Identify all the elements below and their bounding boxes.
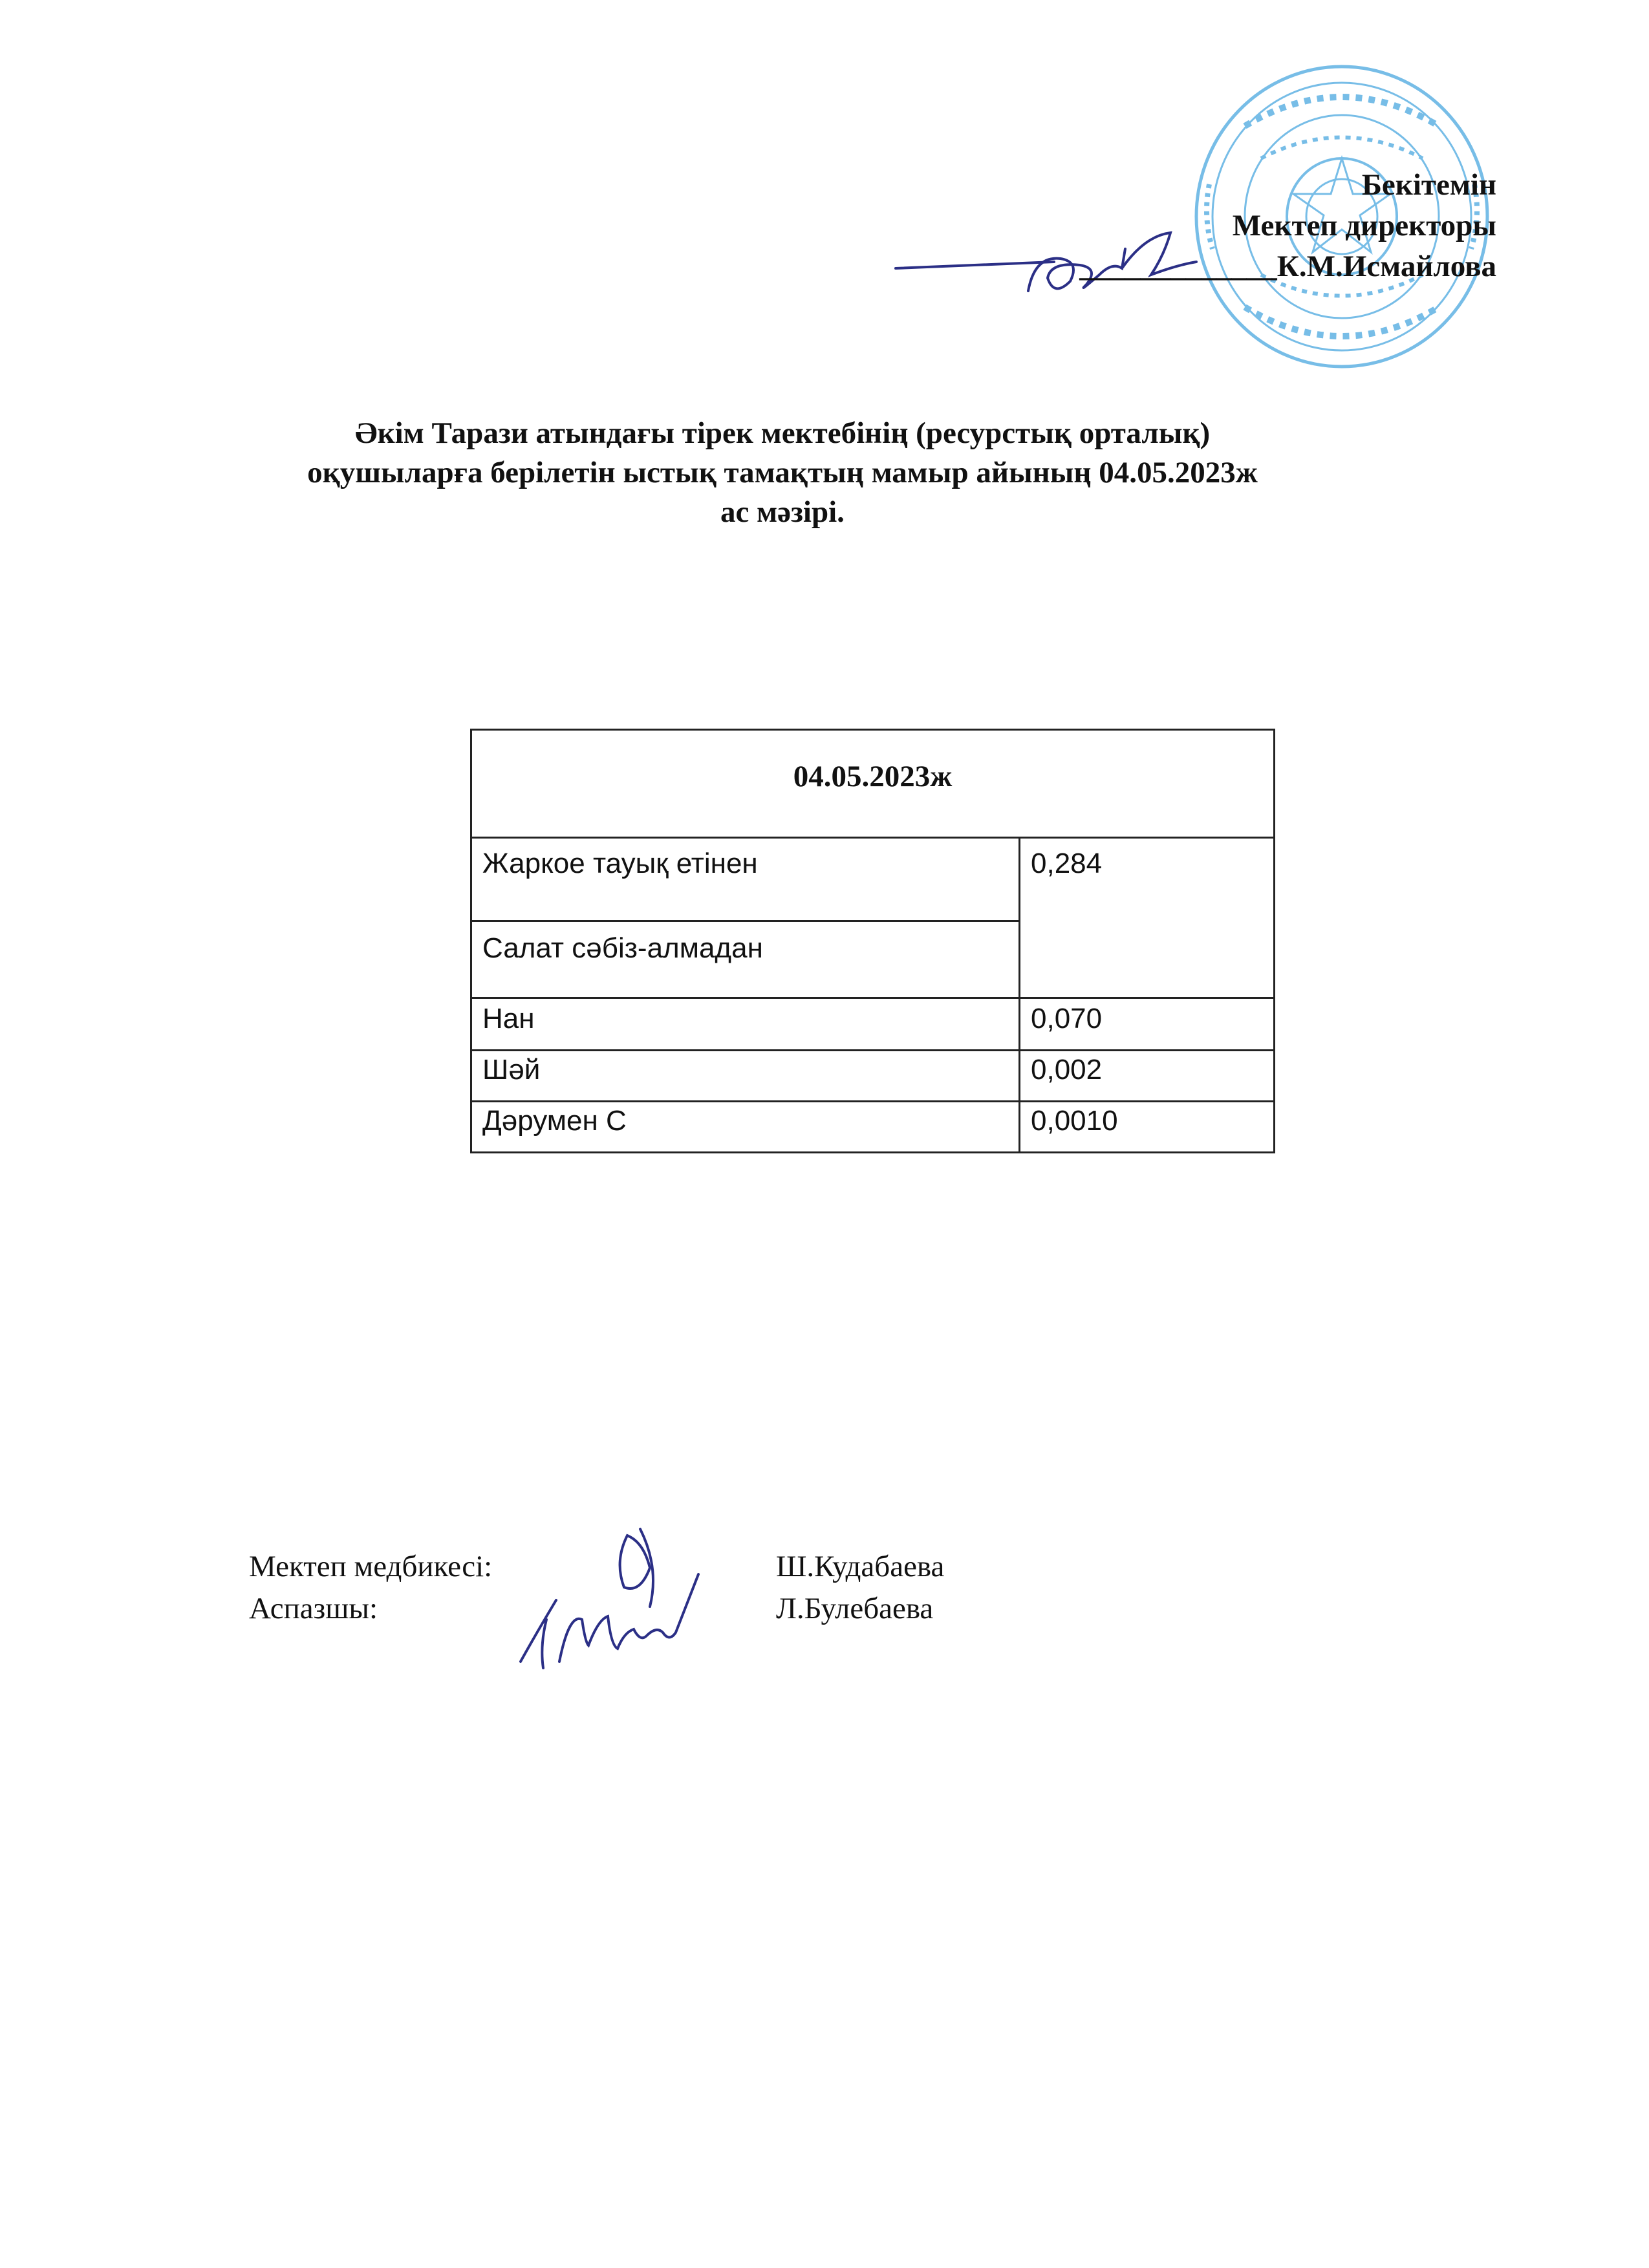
nurse-name: Ш.Кудабаева bbox=[776, 1550, 945, 1583]
approval-title: Бекітемін bbox=[1361, 168, 1496, 202]
table-row bbox=[471, 838, 1275, 921]
table-header-date: 04.05.2023ж bbox=[471, 730, 1275, 838]
table-row bbox=[471, 998, 1275, 1051]
menu-item-name: Нан bbox=[471, 998, 1020, 1051]
approval-position: Мектеп директоры bbox=[1232, 209, 1496, 242]
document-title bbox=[194, 414, 1371, 532]
title-line-3: ас мәзірі. bbox=[720, 495, 845, 529]
menu-item-name: Жаркое тауық етінен bbox=[471, 838, 1020, 921]
nurse-label: Мектеп медбикесі: bbox=[249, 1550, 493, 1583]
menu-item-value: 0,002 bbox=[1020, 1051, 1275, 1102]
approval-block bbox=[1079, 165, 1496, 287]
title-line-2: оқушыларға берілетін ыстық тамақтың мамыр айының 04.05.2023ж bbox=[307, 456, 1258, 489]
title-line-1: Әкім Тарази атындағы тірек мектебінің (ресурстық орталық) bbox=[354, 416, 1211, 450]
cook-name: Л.Булебаева bbox=[776, 1592, 934, 1625]
table-row bbox=[471, 1102, 1275, 1153]
approval-director-name: _____________К.М.Исмайлова bbox=[1079, 250, 1496, 283]
menu-item-value: 0,070 bbox=[1020, 998, 1275, 1051]
menu-item-name: Дәрумен С bbox=[471, 1102, 1020, 1153]
staff-signature bbox=[511, 1523, 718, 1681]
menu-item-value: 0,0010 bbox=[1020, 1102, 1275, 1153]
menu-item-name: Салат сәбіз-алмадан bbox=[471, 921, 1020, 998]
menu-table bbox=[470, 729, 1275, 1153]
table-row bbox=[471, 1051, 1275, 1102]
menu-item-value: 0,284 bbox=[1020, 838, 1275, 998]
menu-item-name: Шәй bbox=[471, 1051, 1020, 1102]
cook-label: Аспазшы: bbox=[249, 1592, 378, 1625]
